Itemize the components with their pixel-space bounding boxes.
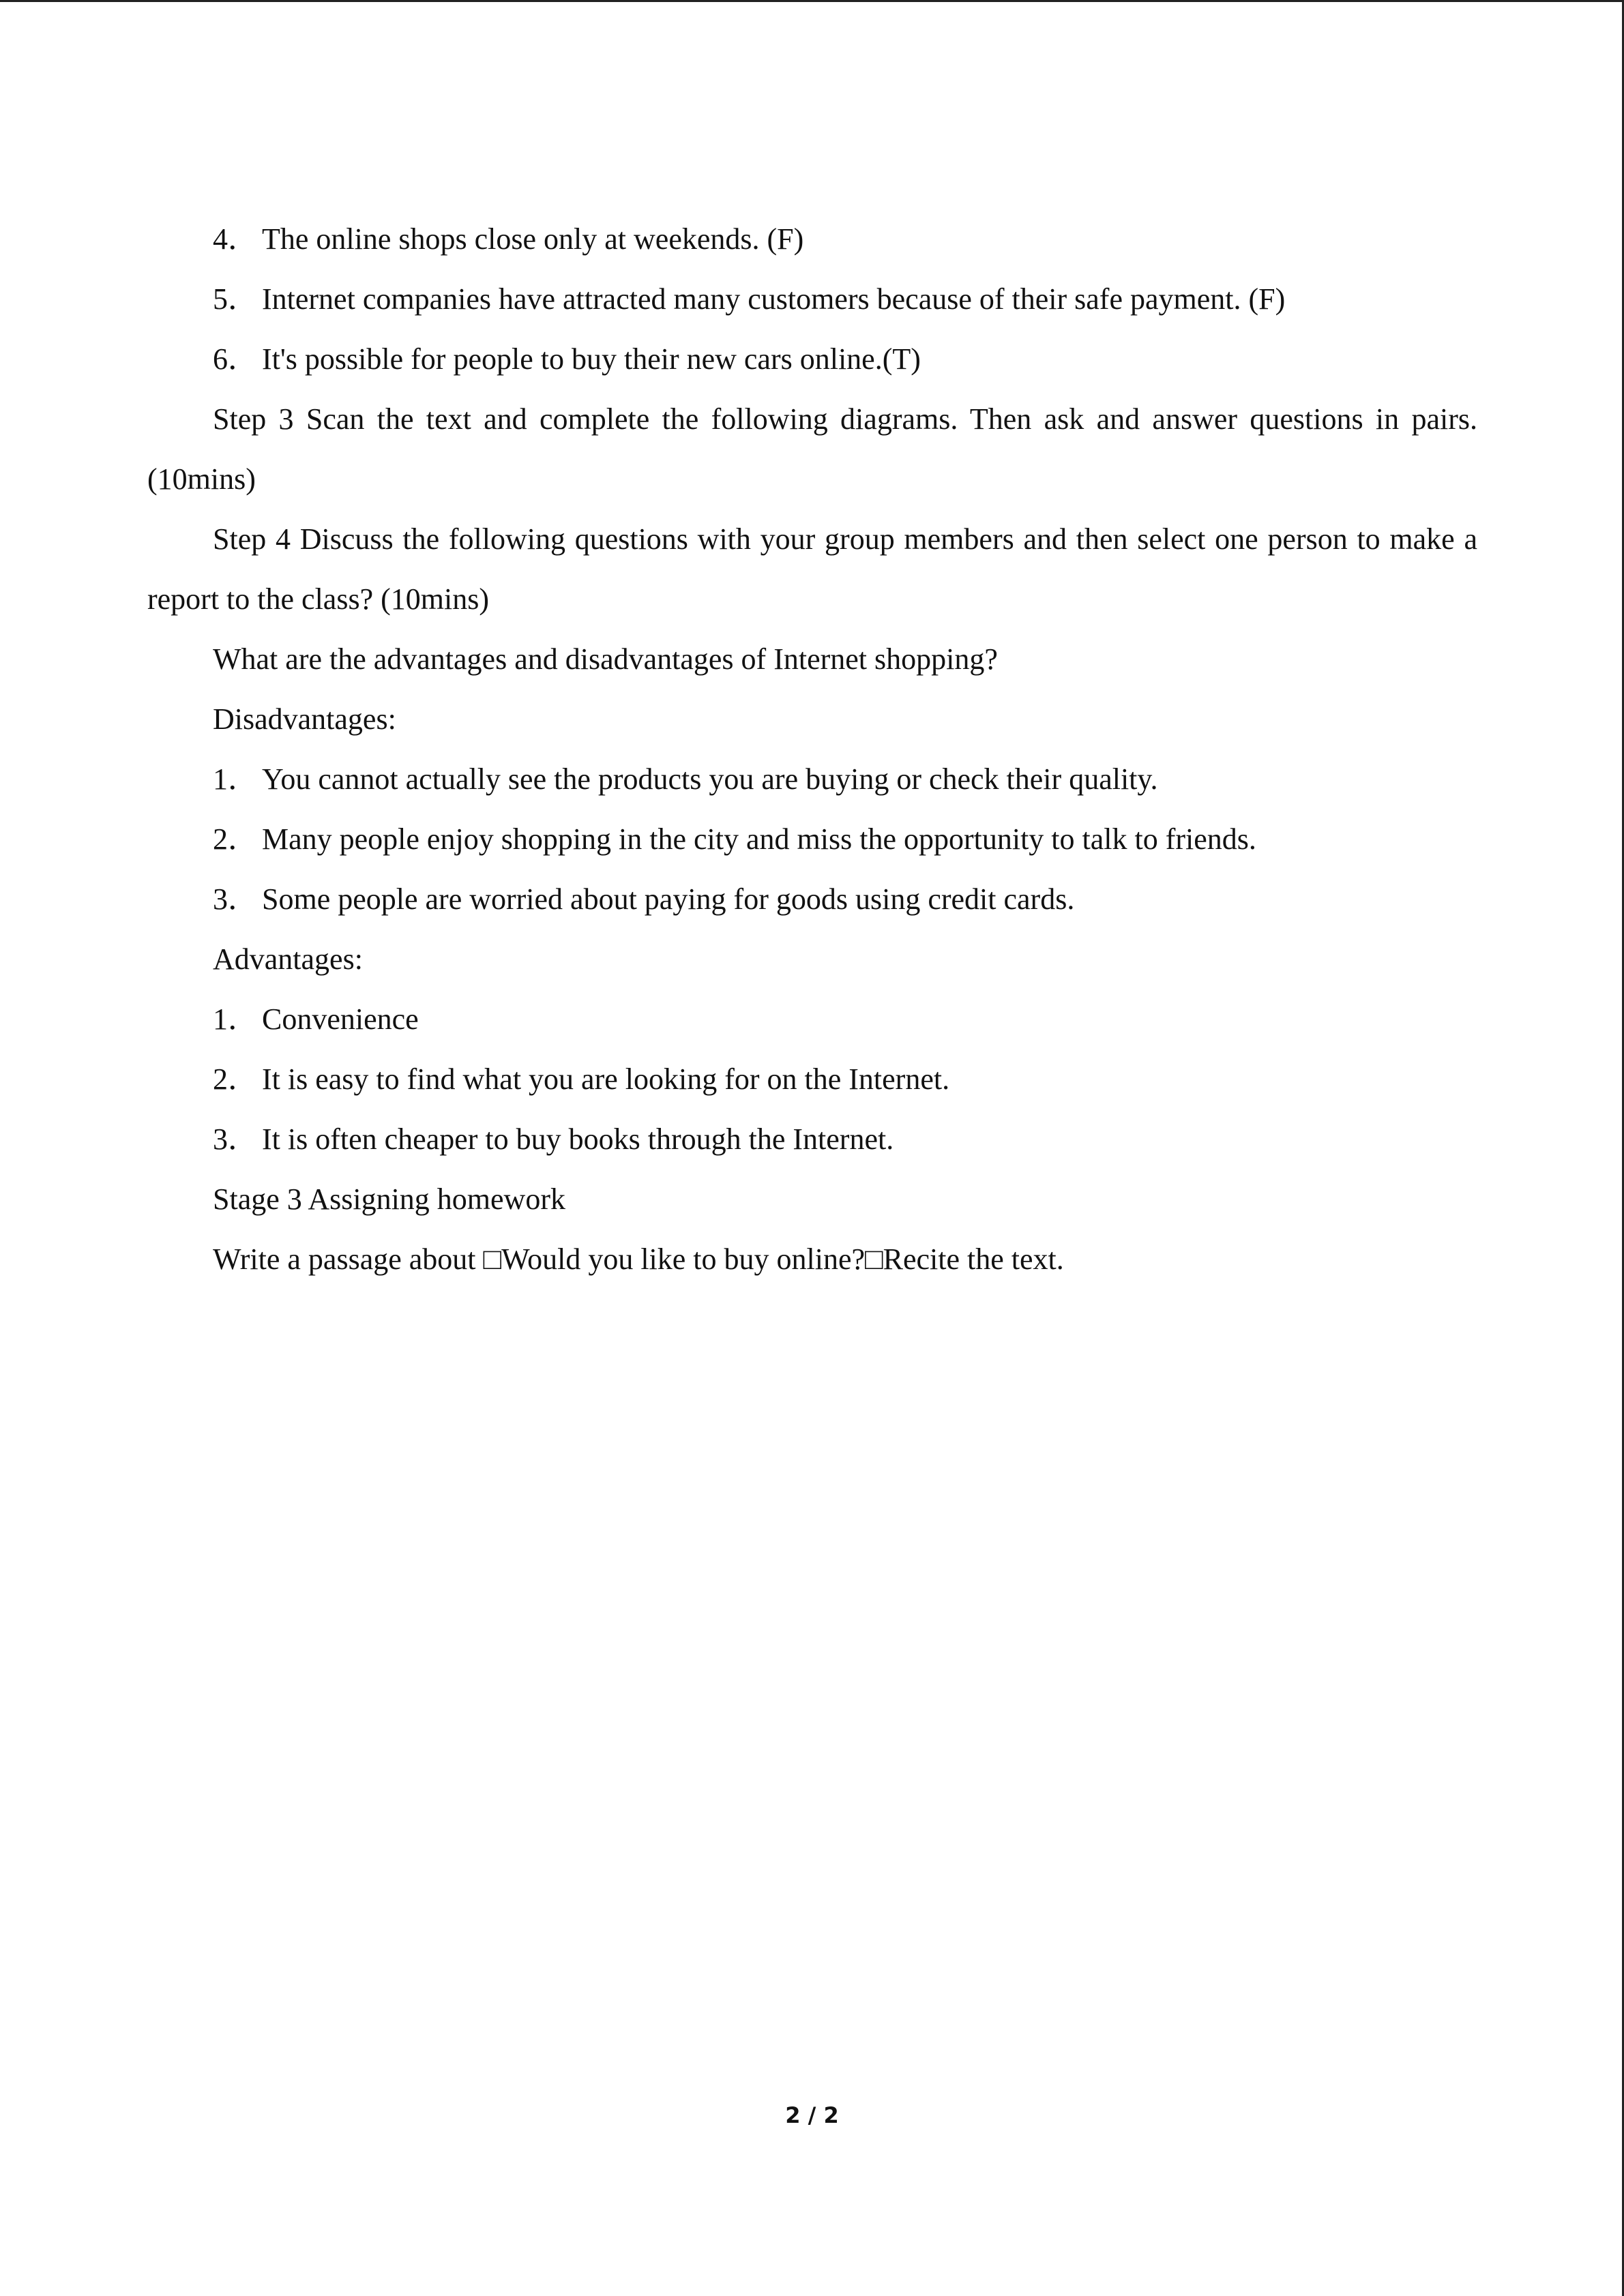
advantage-item-1: [147, 989, 1477, 1049]
step-3-paragraph: Step 3 Scan the text and complete the following diagrams. Then ask and answer questions in pairs. (10mins): [147, 402, 1477, 496]
item-text: The online shops close only at weekends. (F): [262, 222, 804, 256]
disadvantage-item-2: [147, 809, 1477, 869]
stage-3-heading: Stage 3 Assigning homework: [213, 1182, 565, 1216]
item-number: 6．: [213, 342, 258, 376]
item-number: 3．: [213, 1122, 258, 1156]
advantage-item-3: [147, 1109, 1477, 1169]
item-number: 3．: [213, 882, 258, 916]
item-text: It is easy to find what you are looking for on the Internet.: [262, 1062, 950, 1096]
item-number: 1．: [213, 1002, 258, 1036]
answer-item-6: [147, 329, 1477, 389]
item-text: Many people enjoy shopping in the city and miss the opportunity to talk to friends.: [262, 822, 1256, 856]
item-text: Convenience: [262, 1002, 419, 1036]
advantages-heading: Advantages:: [213, 942, 363, 976]
item-text: It's possible for people to buy their new cars online.(T): [262, 342, 921, 376]
discussion-question: What are the advantages and disadvantages of Internet shopping?: [213, 642, 998, 676]
item-number: 2．: [213, 1062, 258, 1096]
disadvantages-heading: Disadvantages:: [213, 702, 396, 736]
item-number: 2．: [213, 822, 258, 856]
step-4-paragraph: Step 4 Discuss the following questions with your group members and then select one person to make a report to the class? (10mins): [147, 522, 1477, 616]
answer-item-4: [147, 209, 1477, 269]
item-text: Internet companies have attracted many customers because of their safe payment. (F): [262, 282, 1286, 316]
advantage-item-2: [147, 1049, 1477, 1109]
homework-text: Write a passage about □Would you like to buy online?□Recite the text.: [213, 1242, 1064, 1276]
item-text: Some people are worried about paying for goods using credit cards.: [262, 882, 1075, 916]
item-number: 5．: [213, 282, 258, 316]
page-number: 2 / 2: [785, 2102, 839, 2128]
disadvantage-item-1: [147, 749, 1477, 809]
item-number: 1．: [213, 762, 258, 796]
item-text: You cannot actually see the products you are buying or check their quality.: [262, 762, 1158, 796]
answer-item-5: [147, 269, 1477, 329]
item-number: 4．: [213, 222, 258, 256]
item-text: It is often cheaper to buy books through the Internet.: [262, 1122, 894, 1156]
disadvantage-item-3: [147, 869, 1477, 929]
document-body: [147, 209, 1477, 1289]
